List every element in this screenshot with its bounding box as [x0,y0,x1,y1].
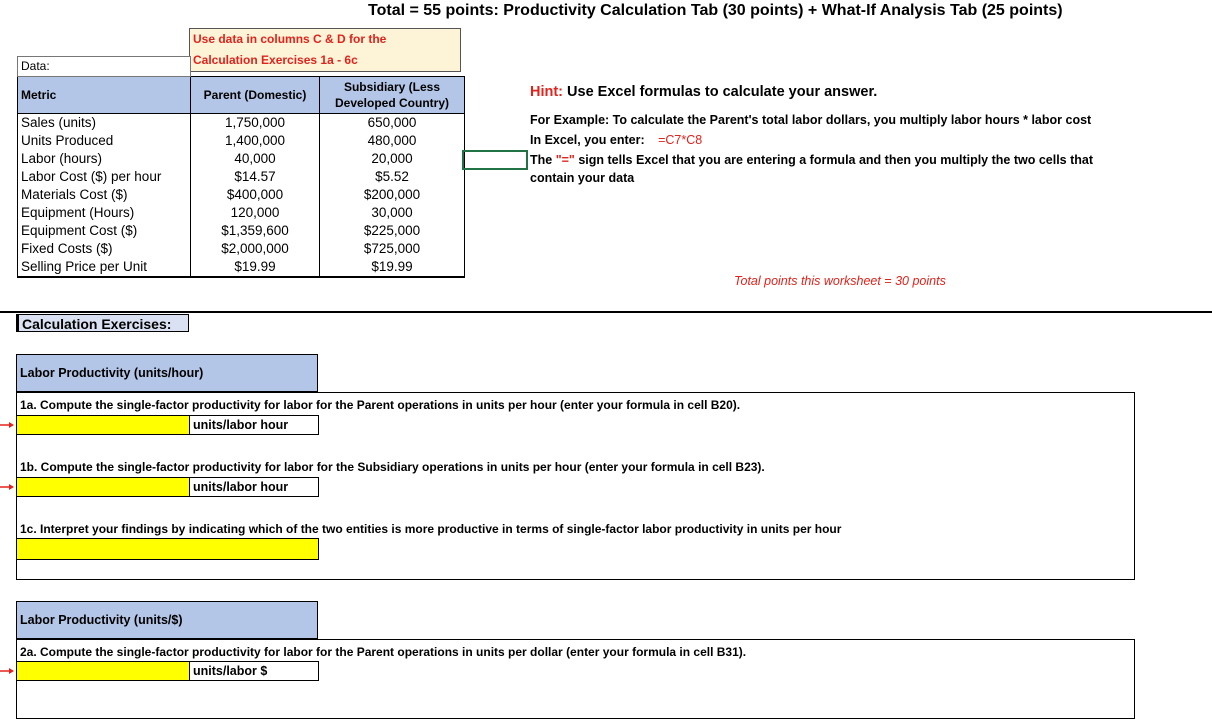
red-arrow-icon [0,420,14,430]
note-line-1: Use data in columns C & D for the [193,32,387,46]
section-labor-units-hour-header[interactable]: Labor Productivity (units/hour) [16,354,318,392]
question-1b: 1b. Compute the single-factor productivity for labor for the Subsidiary operations in units per hour (enter your formula in cell B23). [20,460,765,474]
metric-cell[interactable]: Labor Cost ($) per hour [18,168,191,186]
selected-cell[interactable] [462,150,528,170]
hint-formula: =C7*C8 [658,133,703,147]
divider-line [0,311,1212,313]
answer-1b-input[interactable] [16,477,190,497]
hint-text: Use Excel formulas to calculate your answer. [567,84,878,100]
hint-explain-post: sign tells Excel that you are entering a formula and then you multiply the two cells that [574,153,1094,167]
hint [530,84,877,100]
hint-explain-pre: The [530,153,556,167]
parent-value-cell[interactable]: $14.57 [191,168,320,186]
calc-exercises-label[interactable]: Calculation Exercises: [16,314,189,332]
parent-value-cell[interactable]: 1,400,000 [191,132,320,150]
parent-value-cell[interactable]: 1,750,000 [191,114,320,133]
subsidiary-value-cell[interactable]: $5.52 [320,168,465,186]
table-row [18,114,465,133]
answer-1a-input[interactable] [16,415,190,435]
subsidiary-value-cell[interactable]: 30,000 [320,204,465,222]
parent-value-cell[interactable]: $2,000,000 [191,240,320,258]
table-row [18,222,465,240]
table-row [18,258,465,277]
hint-enter-label: In Excel, you enter: [530,133,645,147]
question-1c: 1c. Interpret your findings by indicating which of the two entities is more productive in terms of single-factor labor productivity in units per hour [20,522,842,536]
metric-cell[interactable]: Materials Cost ($) [18,186,191,204]
unit-2a: units/labor $ [189,661,319,681]
header-subsidiary[interactable]: Subsidiary (Less Developed Country) [320,77,465,114]
table-row [18,168,465,186]
hint-label: Hint: [530,84,564,100]
subsidiary-value-cell[interactable]: 650,000 [320,114,465,133]
red-arrow-icon [0,666,14,676]
hint-example: For Example: To calculate the Parent's total labor dollars, you multiply labor hours * labor cost [530,113,1092,127]
subsidiary-value-cell[interactable]: $725,000 [320,240,465,258]
metric-cell[interactable]: Units Produced [18,132,191,150]
metric-cell[interactable]: Labor (hours) [18,150,191,168]
table-row [18,150,465,168]
table-row [18,240,465,258]
red-arrow-icon [0,482,14,492]
header-metric[interactable]: Metric [18,77,191,114]
data-label[interactable]: Data: [18,57,191,77]
hint-explain-line2: contain your data [530,171,635,185]
answer-1c-input[interactable] [16,538,319,560]
table-row [18,204,465,222]
header-parent[interactable]: Parent (Domestic) [191,77,320,114]
subsidiary-value-cell[interactable]: 20,000 [320,150,465,168]
unit-1b: units/labor hour [189,477,319,497]
hint-enter-line [530,133,702,147]
table-row [18,132,465,150]
hint-explain [530,153,1093,167]
subsidiary-value-cell[interactable]: $200,000 [320,186,465,204]
parent-value-cell[interactable]: $1,359,600 [191,222,320,240]
total-points-note: Total points this worksheet = 30 points [734,274,946,288]
parent-value-cell[interactable]: $400,000 [191,186,320,204]
sheet-title: Total = 55 points: Productivity Calculation Tab (30 points) + What-If Analysis Tab (25 points) [368,2,1063,19]
question-1a: 1a. Compute the single-factor productivity for labor for the Parent operations in units per hour (enter your formula in cell B20). [20,398,741,412]
table-row [18,186,465,204]
metric-cell[interactable]: Selling Price per Unit [18,258,191,277]
question-2a: 2a. Compute the single-factor productivity for labor for the Parent operations in units per dollar (enter your formula in cell B31). [20,645,747,659]
metric-cell[interactable]: Equipment (Hours) [18,204,191,222]
data-table [17,56,465,278]
parent-value-cell[interactable]: 120,000 [191,204,320,222]
hint-equals-quote: "=" [555,153,575,167]
metric-cell[interactable]: Sales (units) [18,114,191,133]
subsidiary-value-cell[interactable]: $225,000 [320,222,465,240]
data-rows [18,114,465,278]
section-labor-units-dollar-header[interactable]: Labor Productivity (units/$) [16,601,318,639]
metric-cell[interactable]: Equipment Cost ($) [18,222,191,240]
subsidiary-value-cell[interactable]: 480,000 [320,132,465,150]
parent-value-cell[interactable]: 40,000 [191,150,320,168]
answer-2a-input[interactable] [16,661,190,681]
subsidiary-value-cell[interactable]: $19.99 [320,258,465,277]
unit-1a: units/labor hour [189,415,319,435]
note-line-2: Calculation Exercises 1a - 6c [193,53,358,67]
metric-cell[interactable]: Fixed Costs ($) [18,240,191,258]
table-header-row [18,77,465,114]
parent-value-cell[interactable]: $19.99 [191,258,320,277]
